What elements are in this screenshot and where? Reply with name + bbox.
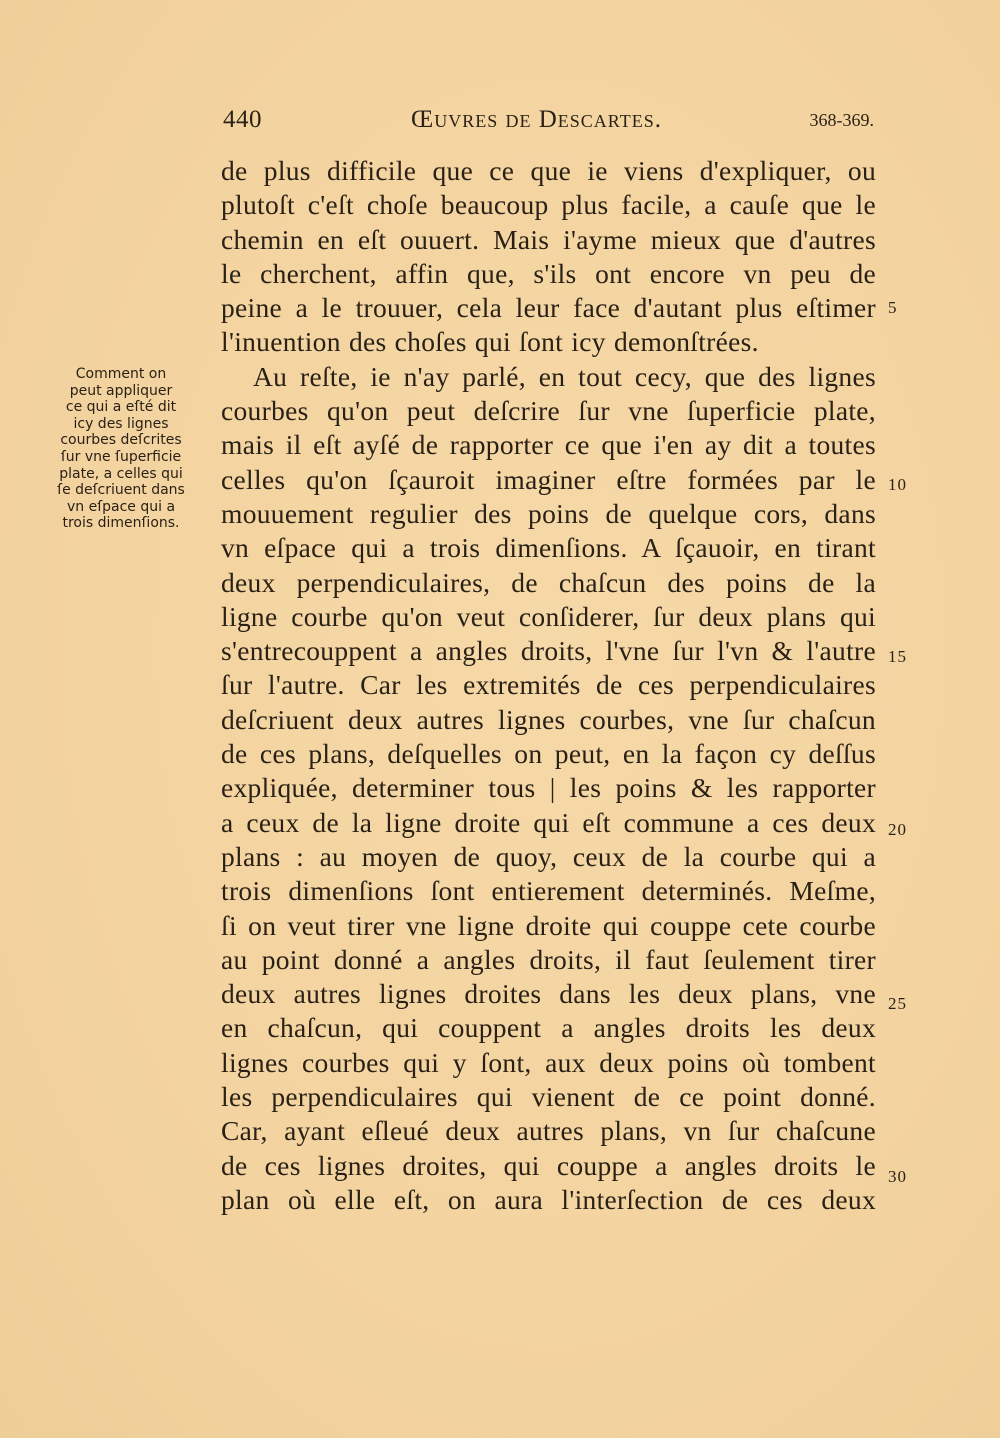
- text-line: de ces lignes droites, qui couppe a angles droits le: [221, 1149, 876, 1181]
- text-line: ſi on veut tirer vne ligne droite qui couppe cete courbe: [221, 909, 876, 941]
- margin-note-line: Comment on: [75, 366, 167, 382]
- text-line: au point donné a angles droits, il faut ſeulement tirer: [221, 943, 876, 975]
- text-line: s'entrecouppent a angles droits, l'vne ſur l'vn & l'autre: [221, 635, 876, 667]
- text-line: expliquée, determiner tous | les poins & les rapporter: [221, 772, 876, 804]
- text-line: Au reſte, ie n'ay parlé, en tout cecy, que des lignes: [253, 360, 876, 392]
- margin-note-line: plate, a celles qui: [59, 465, 183, 482]
- book-title: Œuvres de Descartes.: [411, 106, 662, 133]
- text-line: plan où elle eſt, on aura l'interſection de ces deux: [221, 1183, 876, 1215]
- text-line: Car, ayant eſleué deux autres plans, vn ſur chaſcune: [221, 1115, 876, 1147]
- text-line: deſcriuent deux autres lignes courbes, vne ſur chaſcun: [221, 703, 876, 735]
- text-line: peine a le trouuer, cela leur face d'autant plus eſtimer: [221, 292, 876, 324]
- text-line: courbes qu'on peut deſcrire ſur vne ſuperficie plate,: [221, 395, 876, 427]
- text-line: lignes courbes qui y ſont, aux deux poins où tombent: [221, 1046, 876, 1078]
- margin-note-line: courbes deſcrites: [60, 432, 182, 449]
- margin-note-line: icy des lignes: [73, 415, 169, 432]
- margin-note-line: trois dimenſions.: [62, 515, 180, 532]
- line-number: 10: [888, 475, 907, 494]
- text-line: ſur l'autre. Car les extremités de ces perpendiculaires: [221, 669, 876, 701]
- text-line: vn eſpace qui a trois dimenſions. A ſçauoir, en tirant: [221, 532, 876, 564]
- text-line: chemin en eſt ouuert. Mais i'ayme mieux que d'autres: [221, 223, 876, 255]
- text-line: de plus difficile que ce que ie viens d'expliquer, ou: [221, 155, 876, 186]
- body-text: [221, 154, 876, 1217]
- text-line: celles qu'on ſçauroit imaginer eſtre formées par le: [221, 463, 876, 495]
- text-line: mouuement regulier des poins de quelque cors, dans: [221, 497, 876, 529]
- margin-note-line: vn eſpace qui a: [66, 498, 176, 515]
- margin-note: [42, 366, 200, 532]
- text-line: trois dimenſions ſont entierement determinés. Meſme,: [221, 875, 876, 907]
- text-line: a ceux de la ligne droite qui eſt commune a ces deux: [221, 806, 876, 838]
- text-line: mais il eſt ayſé de rapporter ce que i'en ay dit a toutes: [221, 429, 876, 461]
- text-line: plans : au moyen de quoy, ceux de la courbe qui a: [221, 840, 876, 872]
- running-head: [221, 106, 876, 140]
- line-number: 25: [888, 994, 907, 1013]
- text-line: deux perpendiculaires, de chaſcun des poins de la: [221, 566, 876, 598]
- line-number: 20: [888, 820, 907, 839]
- text-line: de ces plans, deſquelles on peut, en la façon cy deſſus: [221, 738, 876, 770]
- margin-note-line: peut appliquer: [69, 382, 173, 399]
- margin-note-line: ſur vne ſuperficie: [60, 448, 182, 465]
- text-line: ligne courbe qu'on veut conſiderer, ſur deux plans qui: [221, 600, 876, 632]
- text-line: le cherchent, affin que, s'ils ont encore vn peu de: [221, 257, 876, 289]
- margin-note-line: ce qui a eſté dit: [65, 399, 177, 416]
- line-number: 30: [888, 1167, 907, 1186]
- line-number: 15: [888, 647, 907, 666]
- text-line: l'inuention des choſes qui ſont icy demonſtrées.: [221, 326, 759, 358]
- text-line: les perpendiculaires qui vienent de ce point donné.: [221, 1081, 876, 1113]
- page-range: 368-369.: [809, 110, 874, 130]
- text-line: deux autres lignes droites dans les deux plans, vne: [221, 978, 876, 1010]
- line-number: 5: [888, 298, 898, 317]
- text-line: plutoſt c'eſt choſe beaucoup plus facile, a cauſe que le: [221, 189, 876, 221]
- text-line: en chaſcun, qui couppent a angles droits les deux: [221, 1012, 876, 1044]
- margin-note-line: ſe deſcriuent dans: [57, 482, 185, 499]
- page-number: 440: [223, 106, 262, 133]
